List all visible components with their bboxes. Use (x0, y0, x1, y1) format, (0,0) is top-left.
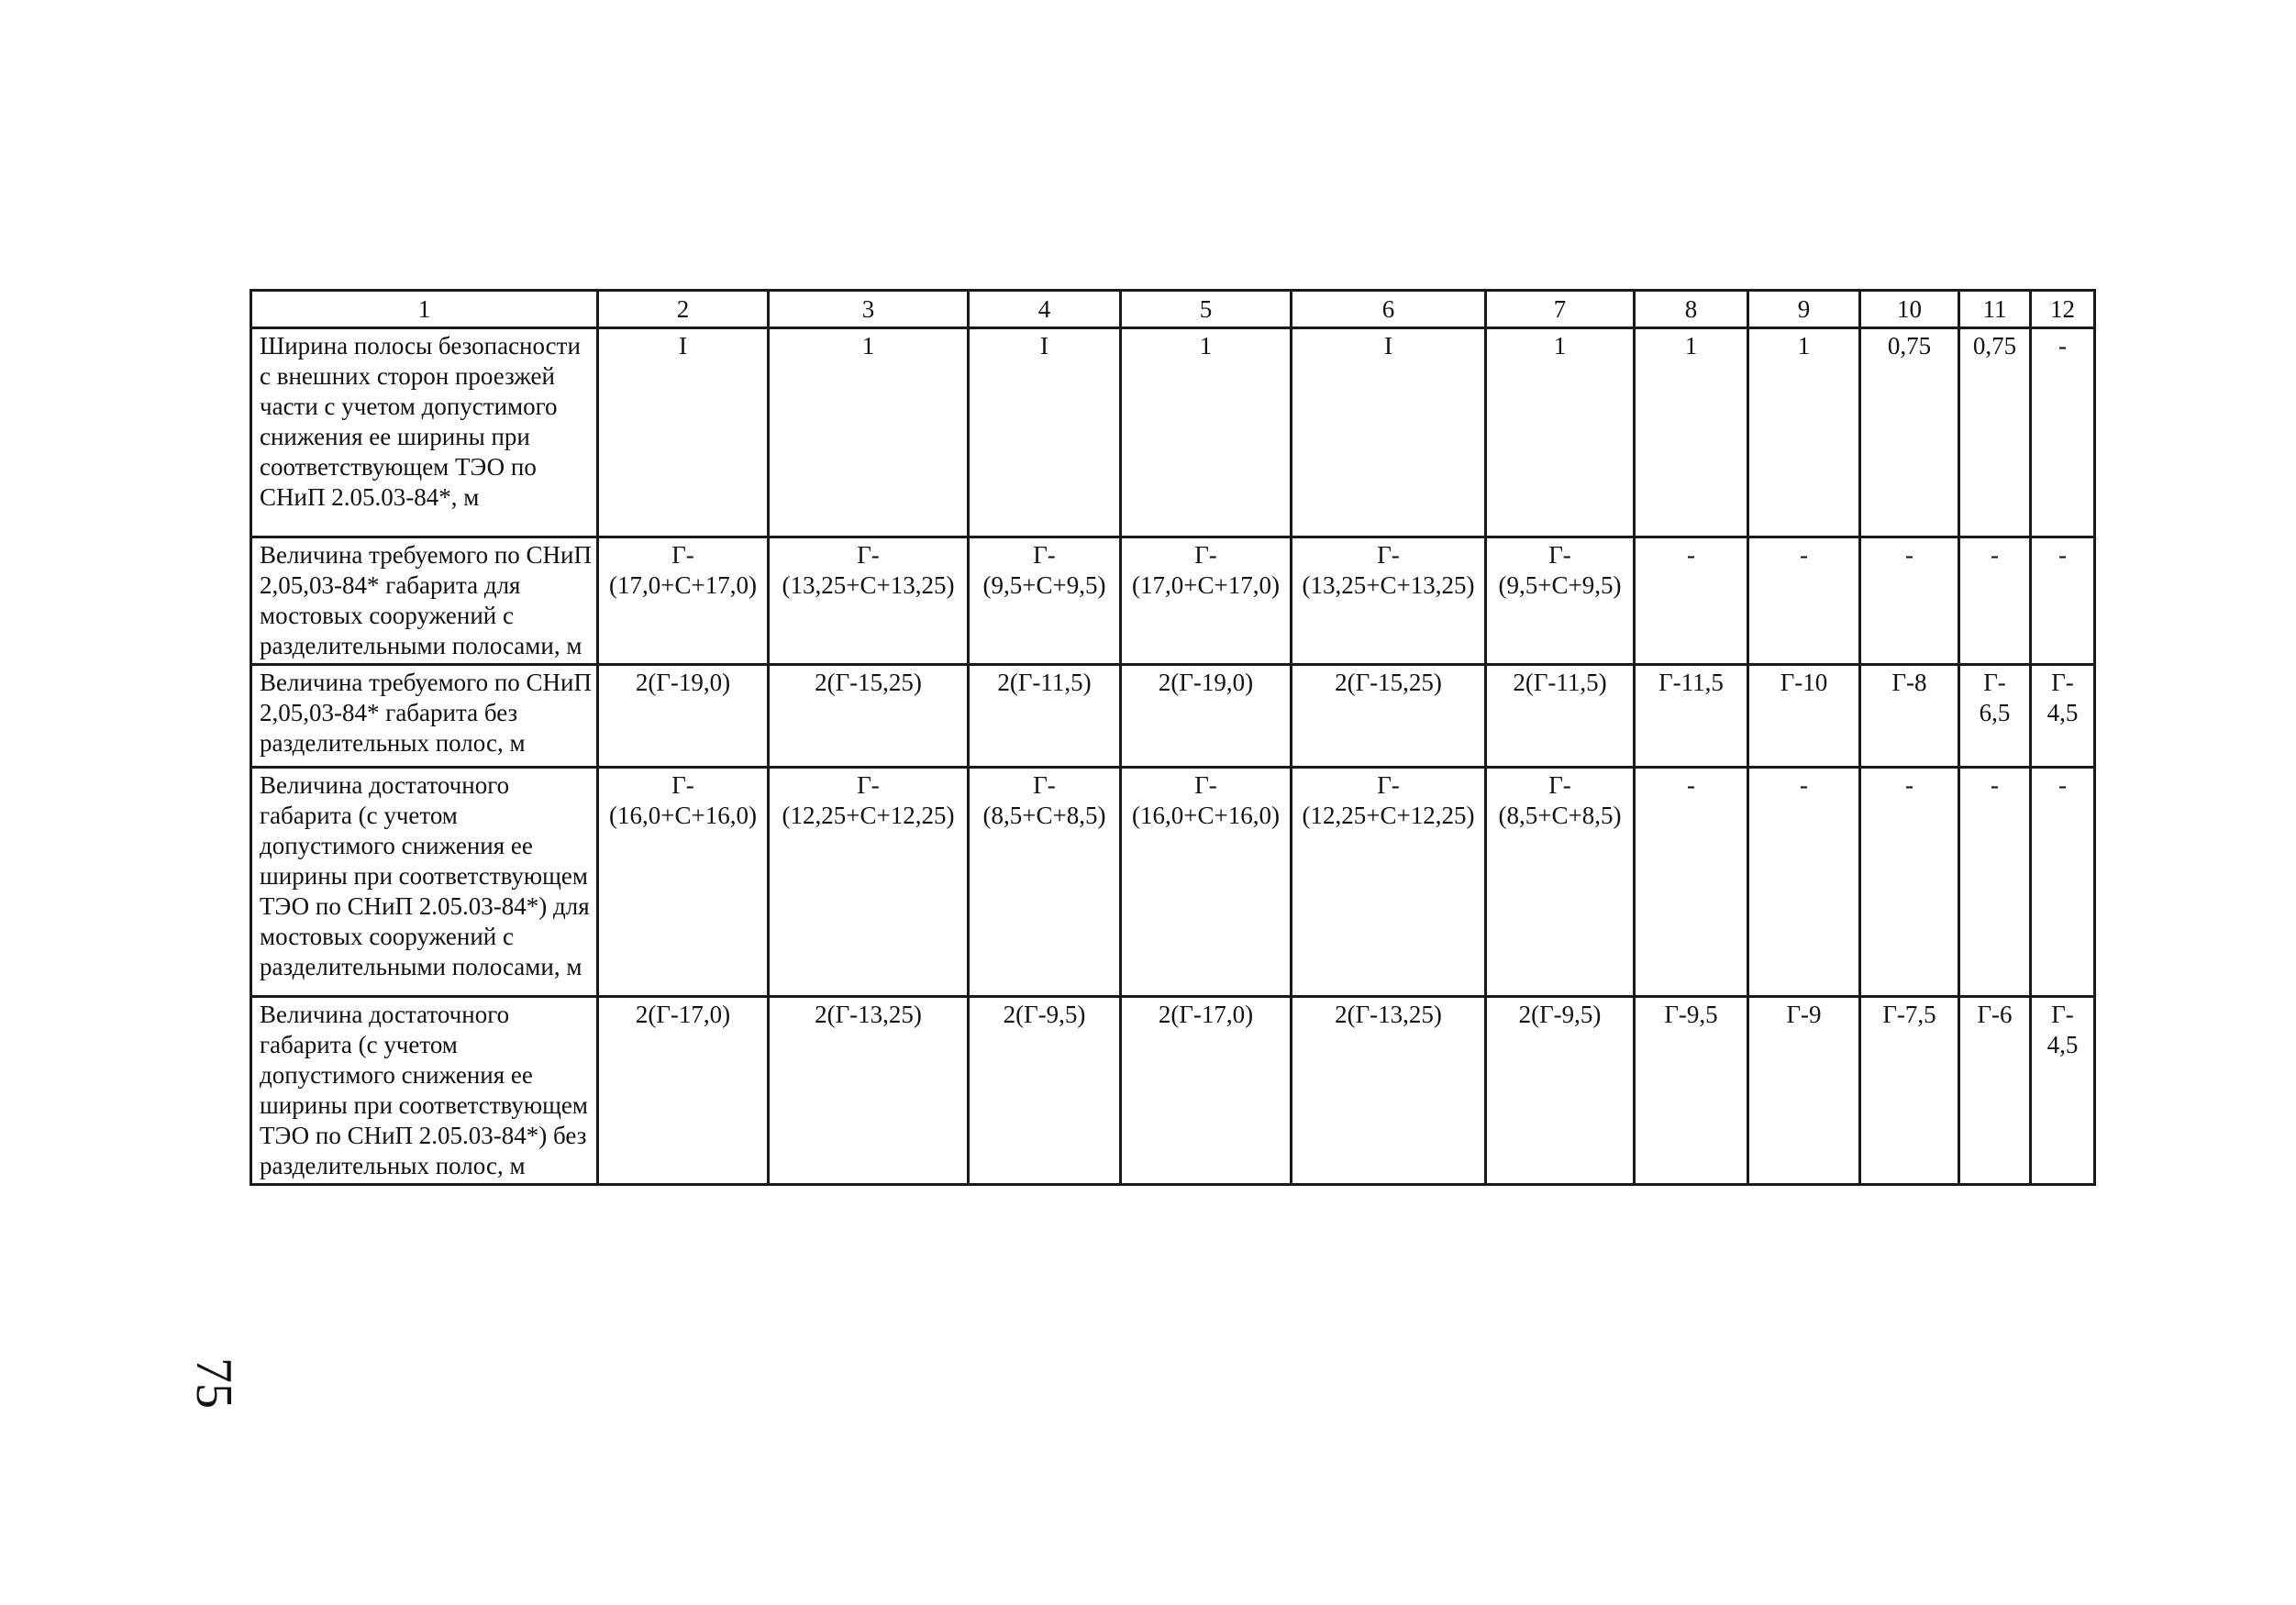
table-cell (1860, 665, 1959, 768)
cell-line: Г-9 (1786, 1001, 1822, 1028)
table-cell (769, 665, 969, 768)
table-cell (1860, 328, 1959, 537)
column-header: 6 (1292, 291, 1486, 328)
cell-line: (8,5+С+8,5) (1498, 802, 1622, 829)
column-header: 2 (598, 291, 769, 328)
table-cell (1635, 768, 1748, 997)
cell-line: Г-11,5 (1658, 669, 1724, 696)
table-cell (1635, 997, 1748, 1185)
row-label: Величина достаточного габарита (с учетом допустимого снижения ее ширины при соответствующем ТЭО по СНиП 2.05.03-84*) для мостовых сооружений с разделительными полосами, м (251, 768, 598, 997)
cell-line: (8,5+С+8,5) (982, 802, 1106, 829)
cell-line: 2(Г-11,5) (997, 669, 1092, 696)
cell-line: 2(Г-9,5) (1003, 1001, 1086, 1028)
cell-line: 0,75 (1972, 332, 2017, 360)
table-cell (2031, 997, 2095, 1185)
cell-line: 2(Г-15,25) (815, 669, 922, 696)
table-cell (1121, 997, 1292, 1185)
cell-line: 2(Г-15,25) (1335, 669, 1442, 696)
row-label: Величина достаточного габарита (с учетом допустимого снижения ее ширины при соответствующем ТЭО по СНиП 2.05.03-84*) без разделительных полос, м (251, 997, 598, 1185)
cell-line: Г- (2051, 669, 2074, 696)
cell-line: Г-7,5 (1882, 1001, 1936, 1028)
cell-line: Г- (1033, 771, 1056, 799)
cell-line: Г- (671, 771, 694, 799)
column-header: 12 (2031, 291, 2095, 328)
table-cell (769, 997, 969, 1185)
cell-line: - (2058, 332, 2067, 360)
cell-line: (17,0+С+17,0) (1132, 571, 1280, 599)
cell-line: Г- (1377, 541, 1400, 569)
row-label: Ширина полосы безопасности с внешних сторон проезжей части с учетом допустимого снижения ее ширины при соответствующем ТЭО по СНиП 2.05.03-84*, м (251, 328, 598, 537)
table-cell (2031, 328, 2095, 537)
table-cell (598, 537, 769, 665)
table-cell (1748, 997, 1860, 1185)
column-header: 10 (1860, 291, 1959, 328)
table-cell (1635, 328, 1748, 537)
cell-line: Г- (2051, 1001, 2074, 1028)
table-row (251, 665, 2095, 768)
cell-line: - (1991, 541, 1999, 569)
table-cell (1635, 665, 1748, 768)
cell-line: Г- (1548, 541, 1571, 569)
row-label: Величина требуемого по СНиП 2,05,03-84* габарита для мостовых сооружений с разделительными полосами, м (251, 537, 598, 665)
cell-line: Г- (1033, 541, 1056, 569)
table-cell (969, 665, 1121, 768)
cell-line: 1 (1797, 332, 1811, 360)
cell-line: Г-8 (1891, 669, 1927, 696)
cell-line: 1 (1553, 332, 1567, 360)
table-cell (1959, 328, 2031, 537)
table-cell (769, 537, 969, 665)
column-header: 7 (1486, 291, 1635, 328)
table-cell (1292, 328, 1486, 537)
cell-line: - (1800, 771, 1808, 799)
column-header: 11 (1959, 291, 2031, 328)
table-cell (1121, 328, 1292, 537)
table-cell (969, 328, 1121, 537)
cell-line: 1 (861, 332, 875, 360)
table-cell (769, 768, 969, 997)
table-cell (1635, 537, 1748, 665)
cell-line: Г-9,5 (1664, 1001, 1718, 1028)
cell-line: 2(Г-9,5) (1518, 1001, 1602, 1028)
table-cell (1292, 768, 1486, 997)
table-cell (1860, 997, 1959, 1185)
table-cell (1748, 768, 1860, 997)
cell-line: - (1905, 541, 1913, 569)
cell-line: Г- (671, 541, 694, 569)
cell-line: I (1384, 332, 1392, 360)
cell-line: 2(Г-11,5) (1513, 669, 1607, 696)
table-cell (1959, 997, 2031, 1185)
cell-line: 0,75 (1887, 332, 1932, 360)
table-cell (1486, 665, 1635, 768)
table-cell (1860, 537, 1959, 665)
header-row (251, 291, 2095, 328)
table-cell (2031, 537, 2095, 665)
cell-line: - (2058, 771, 2067, 799)
cell-line: 4,5 (2046, 1031, 2079, 1058)
table-cell (598, 328, 769, 537)
table-cell (1486, 328, 1635, 537)
cell-line: 2(Г-17,0) (1158, 1001, 1254, 1028)
cell-line: Г-10 (1780, 669, 1828, 696)
table-cell (1292, 537, 1486, 665)
table-cell (2031, 768, 2095, 997)
table-cell (598, 665, 769, 768)
cell-line: (13,25+С+13,25) (1302, 571, 1475, 599)
table-cell (2031, 665, 2095, 768)
cell-line: 2(Г-19,0) (635, 669, 731, 696)
table-cell (969, 997, 1121, 1185)
table-cell (1486, 537, 1635, 665)
cell-line: 2(Г-13,25) (1335, 1001, 1442, 1028)
cell-line: - (1800, 541, 1808, 569)
table-cell (598, 768, 769, 997)
table-row (251, 768, 2095, 997)
cell-line: I (679, 332, 687, 360)
table-cell (1486, 768, 1635, 997)
cell-line: - (1991, 771, 1999, 799)
cell-line: (13,25+С+13,25) (782, 571, 955, 599)
table-cell (1860, 768, 1959, 997)
cell-line: Г- (1983, 669, 2006, 696)
cell-line: (12,25+С+12,25) (1302, 802, 1475, 829)
table-row (251, 537, 2095, 665)
table-cell (1959, 665, 2031, 768)
column-header: 8 (1635, 291, 1748, 328)
table-cell (1292, 997, 1486, 1185)
cell-line: Г- (1194, 771, 1217, 799)
cell-line: Г- (857, 771, 880, 799)
table-cell (969, 537, 1121, 665)
table-cell (1959, 537, 2031, 665)
cell-line: Г-6 (1977, 1001, 2013, 1028)
table-cell (1959, 768, 2031, 997)
table-cell (1121, 665, 1292, 768)
table-cell (1748, 537, 1860, 665)
column-header: 9 (1748, 291, 1860, 328)
column-header: 1 (251, 291, 598, 328)
cell-line: 2(Г-13,25) (815, 1001, 922, 1028)
table-cell (598, 997, 769, 1185)
table-cell (1121, 768, 1292, 997)
column-header: 4 (969, 291, 1121, 328)
spec-table (250, 289, 2096, 1186)
cell-line: (17,0+С+17,0) (609, 571, 757, 599)
table-cell (1748, 328, 1860, 537)
cell-line: Г- (1548, 771, 1571, 799)
cell-line: Г- (857, 541, 880, 569)
cell-line: - (2058, 541, 2067, 569)
cell-line: Г- (1377, 771, 1400, 799)
table-cell (1486, 997, 1635, 1185)
cell-line: (16,0+С+16,0) (1132, 802, 1280, 829)
cell-line: Г- (1194, 541, 1217, 569)
table-cell (1121, 537, 1292, 665)
table-cell (969, 768, 1121, 997)
cell-line: I (1040, 332, 1048, 360)
cell-line: 6,5 (1979, 699, 2011, 726)
table-cell (769, 328, 969, 537)
cell-line: 2(Г-19,0) (1158, 669, 1254, 696)
cell-line: 1 (1199, 332, 1213, 360)
cell-line: 2(Г-17,0) (635, 1001, 731, 1028)
table-cell (1292, 665, 1486, 768)
cell-line: (12,25+С+12,25) (782, 802, 955, 829)
column-header: 3 (769, 291, 969, 328)
table-cell (1748, 665, 1860, 768)
cell-line: (16,0+С+16,0) (609, 802, 757, 829)
row-label: Величина требуемого по СНиП 2,05,03-84* габарита без разделительных полос, м (251, 665, 598, 768)
cell-line: - (1687, 541, 1695, 569)
page-number: 75 (185, 1357, 242, 1409)
table-row (251, 328, 2095, 537)
cell-line: - (1687, 771, 1695, 799)
cell-line: 4,5 (2046, 699, 2079, 726)
cell-line: 1 (1684, 332, 1698, 360)
table-row (251, 997, 2095, 1185)
cell-line: - (1905, 771, 1913, 799)
cell-line: (9,5+С+9,5) (1498, 571, 1622, 599)
cell-line: (9,5+С+9,5) (982, 571, 1106, 599)
column-header: 5 (1121, 291, 1292, 328)
